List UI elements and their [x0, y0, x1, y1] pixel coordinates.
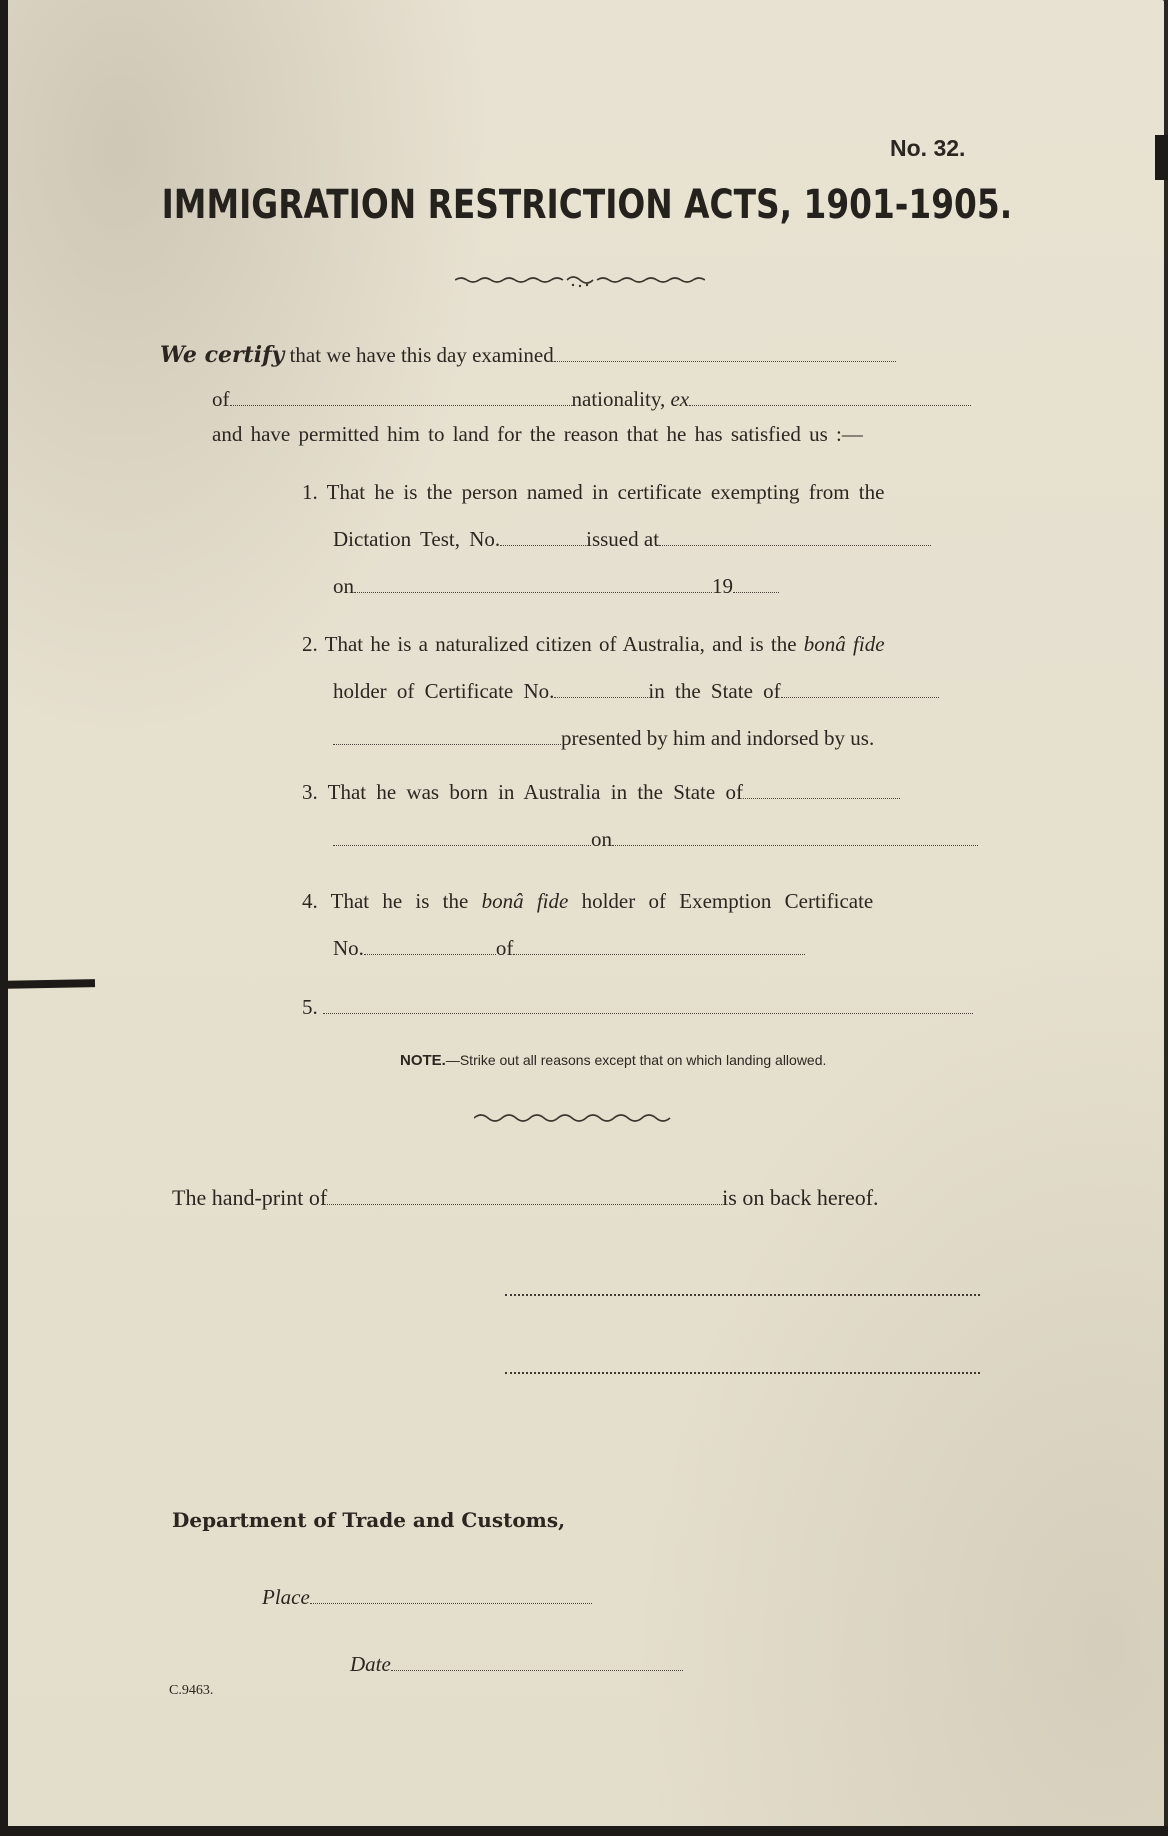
- handprint-name-field[interactable]: [327, 1186, 722, 1205]
- issued-at-field[interactable]: [659, 527, 931, 546]
- reason-1-line-2: Dictation Test, No. issued at: [333, 527, 931, 552]
- reason-1-line-1: 1. That he is the person named in certificate exempting from the: [302, 480, 885, 504]
- left-tear-mark: [0, 979, 95, 989]
- certify-text: that we have this day examined: [289, 343, 554, 367]
- date-label: Date: [350, 1652, 391, 1676]
- reason-3-line-1: 3. That he was born in Australia in the State of: [302, 780, 900, 805]
- of-label: of: [212, 387, 230, 411]
- print-code: C.9463.: [169, 1683, 214, 1698]
- reason-5-field[interactable]: [323, 995, 973, 1014]
- title-ornament: [455, 270, 705, 290]
- handprint-line: The hand-print of is on back hereof.: [172, 1185, 879, 1210]
- right-edge-mark: [1155, 135, 1168, 180]
- date-field[interactable]: [391, 1652, 683, 1671]
- form-number: No. 32.: [890, 135, 966, 161]
- birth-date-field[interactable]: [612, 827, 978, 846]
- certificate-number-field[interactable]: [554, 679, 648, 698]
- reason-4-number: 4.: [302, 889, 318, 913]
- nationality-label: nationality,: [571, 387, 666, 411]
- exemption-certificate-of-field[interactable]: [513, 936, 805, 955]
- place-label: Place: [262, 1585, 310, 1609]
- certify-line-1: [160, 342, 896, 368]
- certify-line-3: and have permitted him to land for the reason that he has satisfied us :—: [212, 422, 863, 446]
- reason-1-number: 1.: [302, 480, 318, 504]
- birth-place-field[interactable]: [333, 827, 591, 846]
- certify-line-2: [212, 387, 971, 412]
- note: [400, 1052, 826, 1069]
- birth-state-field[interactable]: [743, 780, 900, 799]
- reason-4-line-2: No. of: [333, 936, 805, 961]
- bottom-edge-shadow: [0, 1826, 1168, 1836]
- exemption-certificate-number-field[interactable]: [364, 936, 496, 955]
- ex-field[interactable]: [689, 387, 971, 406]
- date-line: [350, 1652, 683, 1677]
- reason-2-state-field[interactable]: [781, 679, 939, 698]
- certify-lead: We certify: [160, 342, 285, 368]
- reason-5-line: [302, 995, 973, 1020]
- page-title: IMMIGRATION RESTRICTION ACTS, 1901-1905.: [161, 182, 1013, 228]
- reason-1-year-field[interactable]: [733, 574, 779, 593]
- of-field[interactable]: [230, 387, 572, 406]
- department-name: Department of Trade and Customs,: [172, 1508, 566, 1532]
- ex-label: ex: [670, 387, 690, 411]
- note-label: NOTE.: [400, 1052, 446, 1069]
- examined-field[interactable]: [554, 343, 896, 362]
- note-text: —Strike out all reasons except that on which landing allowed.: [445, 1052, 827, 1068]
- reason-3-line-2: on: [333, 827, 978, 852]
- reason-1-date-field[interactable]: [354, 574, 712, 593]
- signature-line-2[interactable]: [505, 1372, 980, 1374]
- place-line: [262, 1585, 592, 1610]
- place-field[interactable]: [310, 1585, 592, 1604]
- reason-2-presented-field[interactable]: [333, 726, 561, 745]
- reason-1-line-3: on 19: [333, 574, 779, 599]
- reason-2-line-2: holder of Certificate No. in the State of: [333, 679, 939, 704]
- dictation-test-number-field[interactable]: [500, 527, 586, 546]
- reason-2-number: 2.: [302, 632, 318, 656]
- reason-4-line-1: 4. That he is the bonâ fide holder of Exemption Certificate: [302, 889, 874, 913]
- left-edge-shadow: [0, 0, 8, 1836]
- reason-5-number: 5.: [302, 995, 318, 1019]
- reason-2-line-3: presented by him and indorsed by us.: [333, 726, 874, 751]
- signature-line-1[interactable]: [505, 1294, 980, 1296]
- reason-2-line-1: 2. That he is a naturalized citizen of Australia, and is the bonâ fide: [302, 632, 885, 656]
- note-ornament: [474, 1110, 674, 1126]
- reason-3-number: 3.: [302, 780, 318, 804]
